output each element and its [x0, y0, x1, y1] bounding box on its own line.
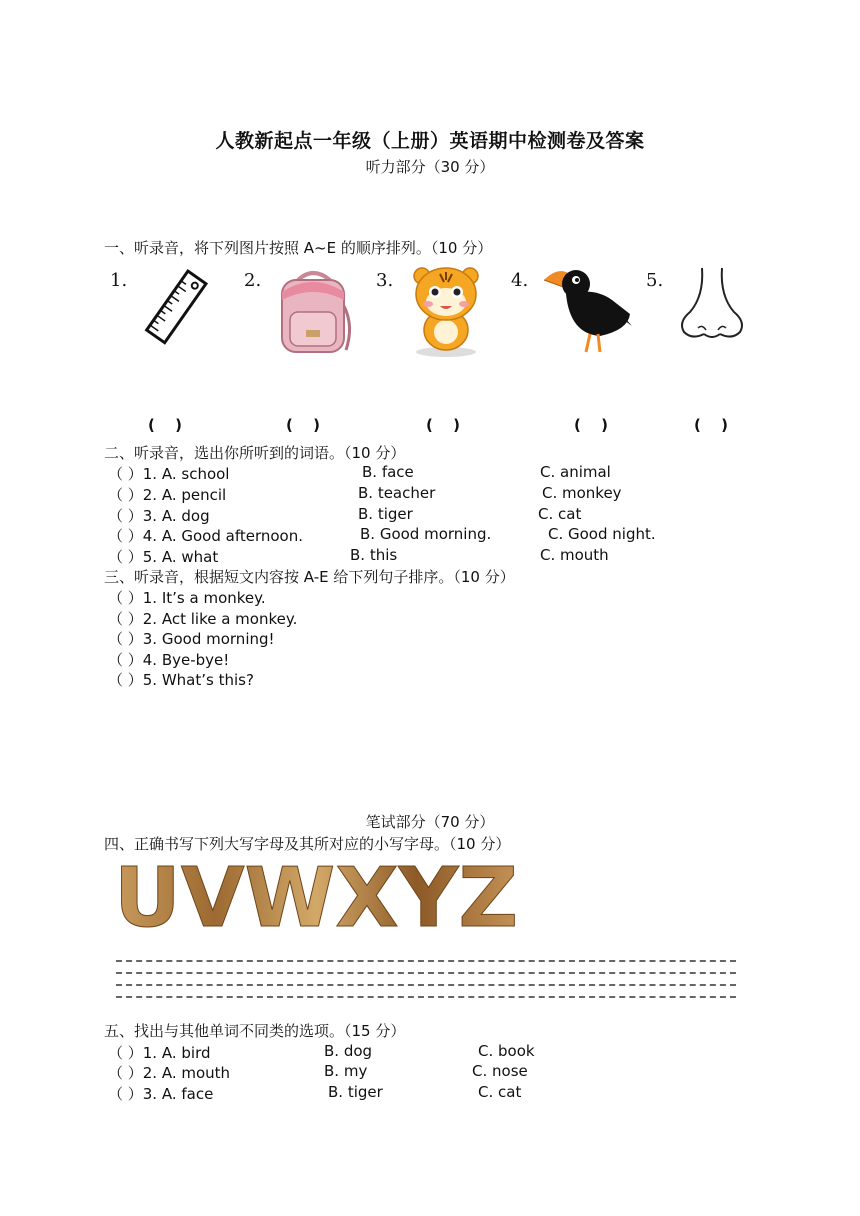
tiger-icon — [410, 262, 482, 358]
answer-blank-1[interactable]: ( ) — [148, 416, 182, 434]
s2-q1-b: B. face — [362, 463, 414, 481]
writing-lines[interactable] — [116, 958, 736, 1002]
answer-blank-5[interactable]: ( ) — [694, 416, 728, 434]
answer-blank-4[interactable]: ( ) — [574, 416, 608, 434]
s5-q1-b: B. dog — [324, 1042, 373, 1060]
letters-text: UVWXYZ — [114, 860, 518, 932]
s2-q3-b: B. tiger — [358, 505, 413, 523]
section4-heading: 四、正确书写下列大写字母及其所对应的小写字母。（10 分） — [104, 835, 511, 853]
ruler-icon — [136, 262, 222, 358]
bird-icon — [540, 264, 636, 360]
s2-q5-a: （ ）5. A. what — [108, 548, 219, 566]
picture-number-5: 5. — [646, 270, 664, 291]
s5-q2-a: （ ）2. A. mouth — [108, 1064, 231, 1082]
page-title: 人教新起点一年级（上册）英语期中检测卷及答案 — [215, 130, 645, 152]
s2-q2-c: C. monkey — [542, 484, 622, 502]
picture-number-4: 4. — [511, 270, 529, 291]
s3-item-3: （ ）3. Good morning! — [108, 630, 275, 648]
s2-q1-a: （ ）1. A. school — [108, 465, 230, 483]
s2-q2-a: （ ）2. A. pencil — [108, 486, 227, 504]
s2-q5-c: C. mouth — [540, 546, 609, 564]
s5-q3-c: C. cat — [478, 1083, 522, 1101]
section5-heading: 五、找出与其他单词不同类的选项。（15 分） — [104, 1022, 406, 1040]
s2-q3-c: C. cat — [538, 505, 582, 523]
s2-q4-a: （ ）4. A. Good afternoon. — [108, 527, 304, 545]
s5-q1-c: C. book — [478, 1042, 535, 1060]
wooden-letters — [112, 860, 522, 932]
answer-blank-3[interactable]: ( ) — [426, 416, 460, 434]
section3-heading: 三、听录音，根据短文内容按 A-E 给下列句子排序。（10 分） — [104, 568, 515, 586]
s3-item-2: （ ）2. Act like a monkey. — [108, 610, 298, 628]
s2-q1-c: C. animal — [540, 463, 611, 481]
s5-q3-b: B. tiger — [328, 1083, 383, 1101]
s3-item-5: （ ）5. What’s this? — [108, 671, 254, 689]
s2-q4-b: B. Good morning. — [360, 525, 492, 543]
section1-heading: 一、听录音，将下列图片按照 A~E 的顺序排列。（10 分） — [104, 239, 493, 257]
schoolbag-icon — [268, 266, 358, 356]
writing-header: 笔试部分（70 分） — [365, 813, 495, 831]
listening-header: 听力部分（30 分） — [365, 158, 495, 176]
s5-q2-b: B. my — [324, 1062, 368, 1080]
section2-heading: 二、听录音，选出你所听到的词语。（10 分） — [104, 444, 406, 462]
nose-icon — [676, 266, 748, 346]
s2-q5-b: B. this — [350, 546, 398, 564]
s5-q2-c: C. nose — [472, 1062, 528, 1080]
s3-item-1: （ ）1. It’s a monkey. — [108, 589, 266, 607]
s3-item-4: （ ）4. Bye-bye! — [108, 651, 230, 669]
s5-q1-a: （ ）1. A. bird — [108, 1044, 211, 1062]
answer-blank-2[interactable]: ( ) — [286, 416, 320, 434]
picture-number-3: 3. — [376, 270, 394, 291]
s5-q3-a: （ ）3. A. face — [108, 1085, 214, 1103]
picture-number-2: 2. — [244, 270, 262, 291]
s2-q2-b: B. teacher — [358, 484, 436, 502]
s2-q3-a: （ ）3. A. dog — [108, 507, 210, 525]
s2-q4-c: C. Good night. — [548, 525, 656, 543]
picture-number-1: 1. — [110, 270, 128, 291]
